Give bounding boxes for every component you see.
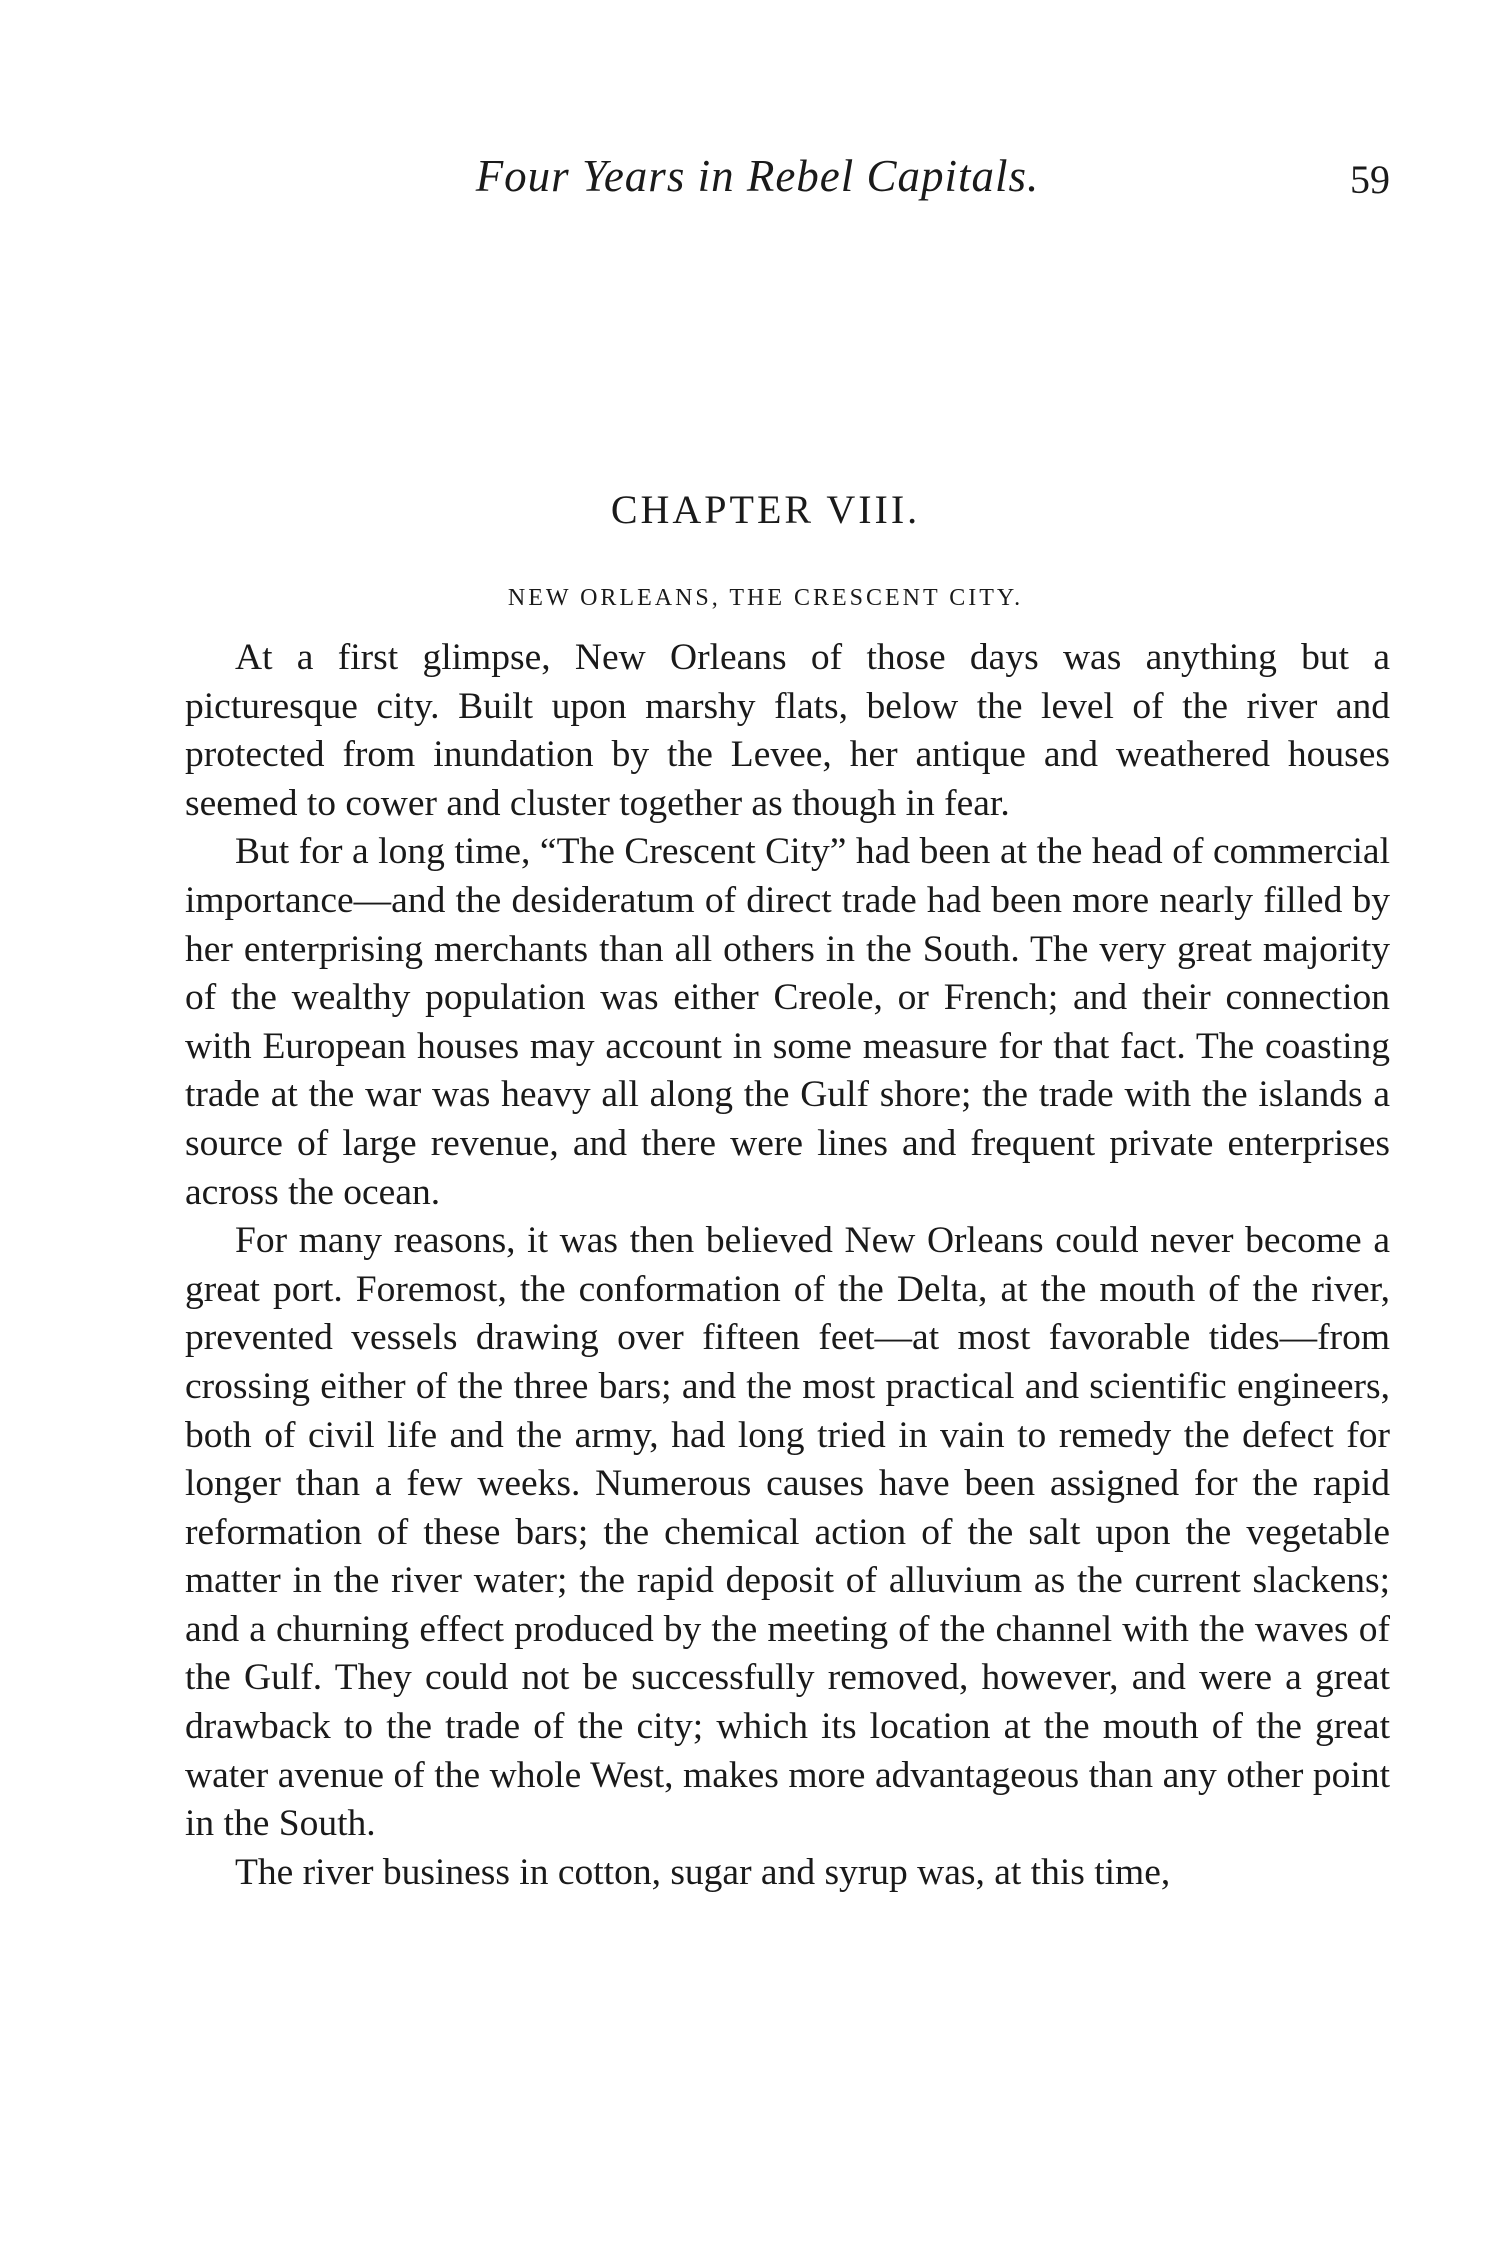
paragraph: The river business in cotton, sugar and syrup was, at this time,: [235, 1851, 1171, 1893]
chapter-subtitle: NEW ORLEANS, THE CRESCENT CITY.: [507, 585, 1024, 611]
paragraph: At a first glimpse, New Orleans of those days was anything but a picturesque city. Built upon marshy flats, below the level of the river and protected from inundation by the Levee, her antique and weathered houses seemed to cower and cluster together as though in fear.: [185, 637, 1390, 824]
body-text: [185, 634, 1390, 1897]
page-number: 59: [1350, 157, 1390, 202]
running-title: Four Years in Rebel Capitals.: [475, 151, 1040, 201]
paragraph: But for a long time, “The Crescent City” had been at the head of commercial importance—and the desideratum of direct trade had been more nearly filled by her enterprising merchants than all others in the South. The very great majority of the wealthy population was either Creole, or French; and their connection with European houses may account in some measure for that fact. The coasting trade at the war was heavy all along the Gulf shore; the trade with the islands a source of large revenue, and there were lines and frequent private enterprises across the ocean.: [185, 831, 1390, 1213]
paragraph: For many reasons, it was then believed New Orleans could never become a great port. Foremost, the conformation of the Delta, at the mouth of the river, prevented vessels drawing over fifteen feet—at most favorable tides—from crossing either of the three bars; and the most practical and scientific engineers, both of civil life and the army, had long tried in vain to remedy the defect for longer than a few weeks. Numerous causes have been assigned for the rapid reformation of these bars; the chemical action of the salt upon the vegetable matter in the river water; the rapid deposit of alluvium as the current slackens; and a churning effect produced by the meeting of the channel with the waves of the Gulf. They could not be successfully removed, however, and were a great drawback to the trade of the city; which its location at the mouth of the great water avenue of the whole West, makes more advantageous than any other point in the South.: [185, 1220, 1390, 1845]
running-head: [185, 150, 1390, 210]
chapter-title: CHAPTER VIII.: [610, 487, 921, 532]
